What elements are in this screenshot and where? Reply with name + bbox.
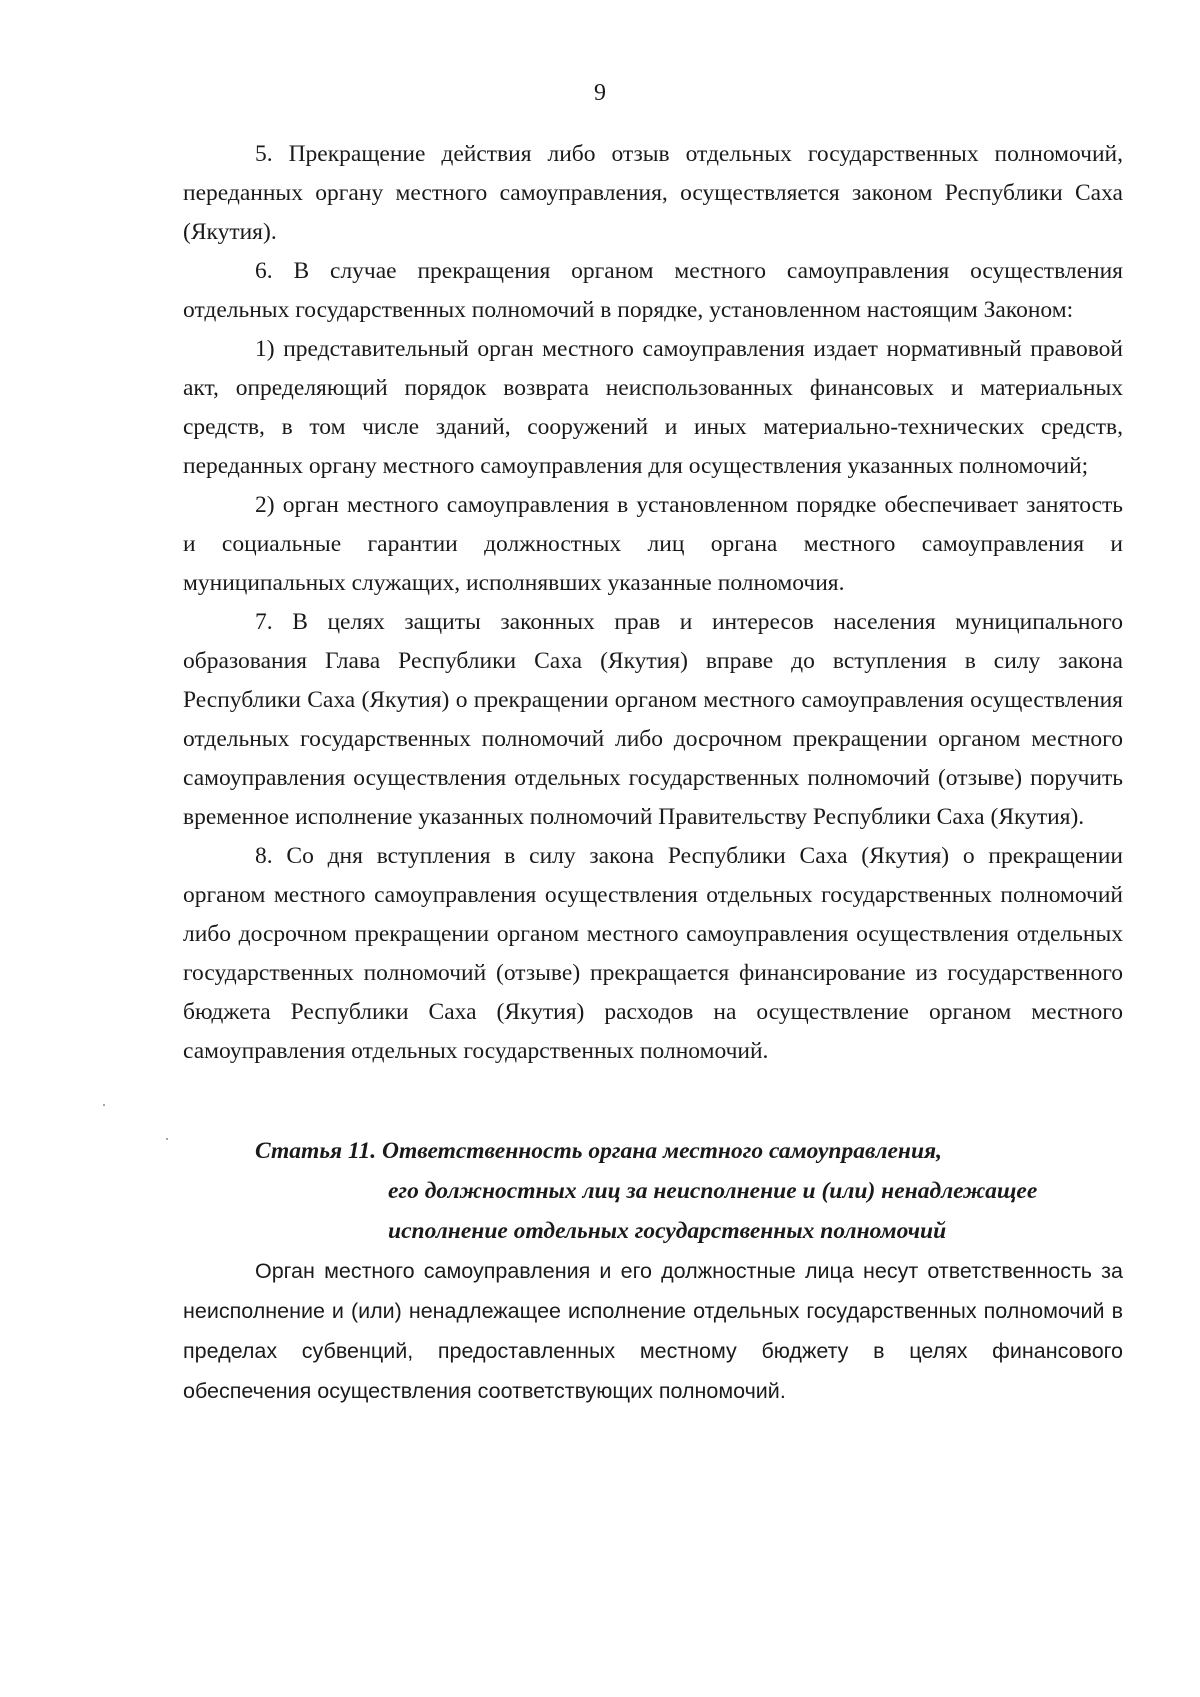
article-11-heading bbox=[183, 1131, 1123, 1251]
article-heading-line-3: исполнение отдельных государственных полномочий bbox=[388, 1218, 947, 1244]
document-body bbox=[183, 135, 1123, 1411]
paragraph-6-item-2: 2) орган местного самоуправления в установленном порядке обеспечивает занятость и социальные гарантии должностных лиц органа местного самоуправления и муниципальных служащих, исполнявших указанные полномочия. bbox=[183, 492, 1123, 596]
article-heading-line-1: Статья 11. Ответственность органа местного самоуправления, bbox=[255, 1138, 943, 1164]
scan-speck bbox=[103, 1104, 105, 1106]
scan-speck bbox=[166, 1138, 168, 1140]
article-11-body: Орган местного самоуправления и его должностные лица несут ответственность за неисполнение и (или) ненадлежащее исполнение отдельных государственных полномочий в пределах субвенций, предоставленных местному бюджету в целях финансового обеспечения осуществления соответствующих полномочий. bbox=[183, 1259, 1123, 1403]
paragraph-5: 5. Прекращение действия либо отзыв отдельных государственных полномочий, переданных органу местного самоуправления, осуществляется законом Республики Саха (Якутия). bbox=[183, 141, 1123, 245]
paragraph-8: 8. Со дня вступления в силу закона Республики Саха (Якутия) о прекращении органом местного самоуправления осуществления отдельных государственных полномочий либо досрочном прекращении органом местного самоуправления осуществления отдельных государственных полномочий (отзыве) прекращается финансирование из государственного бюджета Республики Саха (Якутия) расходов на осуществление органом местного самоуправления отдельных государственных полномочий. bbox=[183, 843, 1123, 1064]
paragraph-6: 6. В случае прекращения органом местного самоуправления осуществления отдельных государственных полномочий в порядке, установленном настоящим Законом: bbox=[183, 258, 1123, 323]
article-heading-line-2: его должностных лиц за неисполнение и (или) ненадлежащее bbox=[388, 1178, 1038, 1204]
paragraph-7: 7. В целях защиты законных прав и интересов населения муниципального образования Глава Республики Саха (Якутия) вправе до вступления в силу закона Республики Саха (Якутия) о прекращении органом местного самоуправления осуществления отдельных государственных полномочий либо досрочном прекращении органом местного самоуправления осуществления отдельных государственных полномочий (отзыве) поручить временное исполнение указанных полномочий Правительству Республики Саха (Якутия). bbox=[183, 609, 1123, 830]
page-number: 9 bbox=[594, 80, 606, 106]
paragraph-6-item-1: 1) представительный орган местного самоуправления издает нормативный правовой акт, определяющий порядок возврата неиспользованных финансовых и материальных средств, в том числе зданий, сооружений и иных материально-технических средств, переданных органу местного самоуправления для осуществления указанных полномочий; bbox=[183, 336, 1123, 479]
